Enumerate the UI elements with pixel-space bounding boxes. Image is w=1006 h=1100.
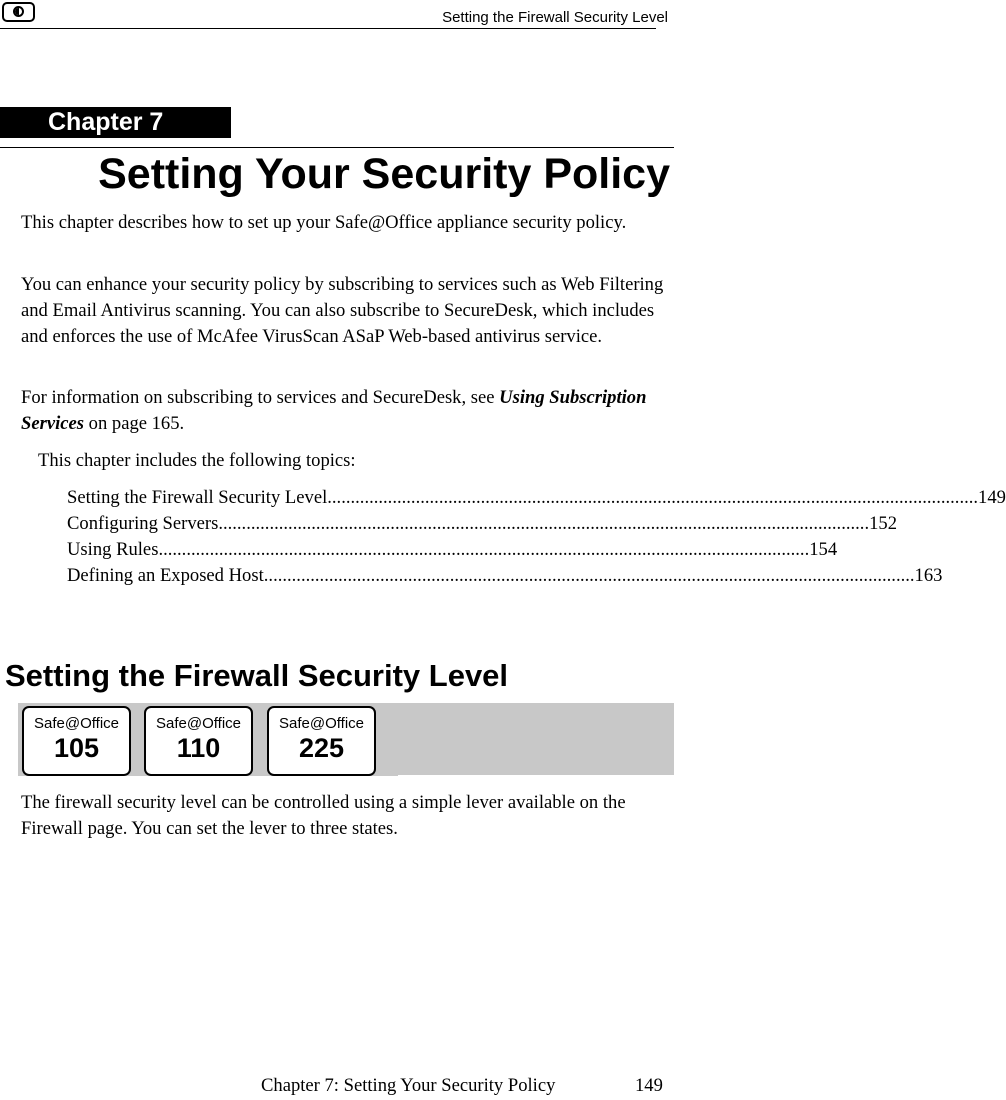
- model-badge-105: [22, 706, 131, 776]
- model-badge-225: [267, 706, 376, 776]
- topics-intro: This chapter includes the following topics:: [38, 450, 356, 471]
- intro-paragraph-1: This chapter describes how to set up your Safe@Office appliance security policy.: [21, 212, 627, 233]
- header-rule: [0, 28, 656, 29]
- intro-paragraph-2: You can enhance your security policy by subscribing to services such as Web Filtering and Email Antivirus scanning. You can also subscribe to SecureDesk, which includes and enforces the use of McAfee VirusScan ASaP Web-based antivirus service.: [21, 274, 664, 347]
- toc-entry[interactable]: [67, 537, 838, 563]
- intro-paragraph-3-before: For information on subscribing to services and SecureDesk, see: [21, 387, 500, 408]
- toc-entry-page: 149: [978, 487, 1006, 508]
- chapter-rule: [0, 147, 674, 148]
- logo-dot-shape: [15, 8, 19, 15]
- toc-leader-dots: ............................................................................................................................................: [263, 565, 915, 586]
- toc-entry[interactable]: [67, 511, 897, 537]
- toc-leader-dots: ............................................................................................................................................: [158, 539, 810, 560]
- safe-at-office-logo-icon: [2, 2, 35, 22]
- toc-entry-label: Setting the Firewall Security Level: [67, 487, 328, 508]
- toc-entry-page: 152: [869, 513, 897, 534]
- intro-paragraph-3: [21, 385, 673, 437]
- toc-entry-label: Using Rules: [67, 539, 159, 560]
- toc-entry-label: Defining an Exposed Host: [67, 565, 264, 586]
- toc-entry[interactable]: [67, 485, 1006, 511]
- footer-chapter-title: Chapter 7: Setting Your Security Policy: [261, 1075, 556, 1096]
- section-body: The firewall security level can be controlled using a simple lever available on the Firewall page. You can set the lever to three states.: [21, 792, 626, 839]
- chapter-title: Setting Your Security Policy: [98, 150, 670, 198]
- chapter-label: Chapter 7: [0, 107, 231, 138]
- toc-entry[interactable]: [67, 563, 943, 589]
- model-strip-edge: [398, 775, 674, 777]
- model-brand: Safe@Office: [34, 715, 119, 732]
- footer-page-number: 149: [635, 1075, 663, 1096]
- section-title: Setting the Firewall Security Level: [5, 658, 509, 693]
- toc-entry-page: 154: [809, 539, 838, 560]
- model-brand: Safe@Office: [156, 715, 241, 732]
- model-number: 225: [298, 733, 345, 763]
- intro-paragraph-3-after: on page 165.: [84, 413, 185, 434]
- subscription-services-link[interactable]: Using Subscription Services: [21, 387, 647, 434]
- running-header-title: Setting the Firewall Security Level: [442, 9, 668, 26]
- model-brand: Safe@Office: [279, 715, 364, 732]
- model-badge-110: [144, 706, 253, 776]
- toc-leader-dots: ............................................................................................................................................: [327, 487, 979, 508]
- toc-leader-dots: ............................................................................................................................................: [218, 513, 870, 534]
- toc-entry-page: 163: [914, 565, 943, 586]
- model-number: 110: [176, 733, 221, 763]
- topics-list: [67, 485, 1006, 589]
- model-number: 105: [53, 733, 100, 763]
- toc-entry-label: Configuring Servers: [67, 513, 219, 534]
